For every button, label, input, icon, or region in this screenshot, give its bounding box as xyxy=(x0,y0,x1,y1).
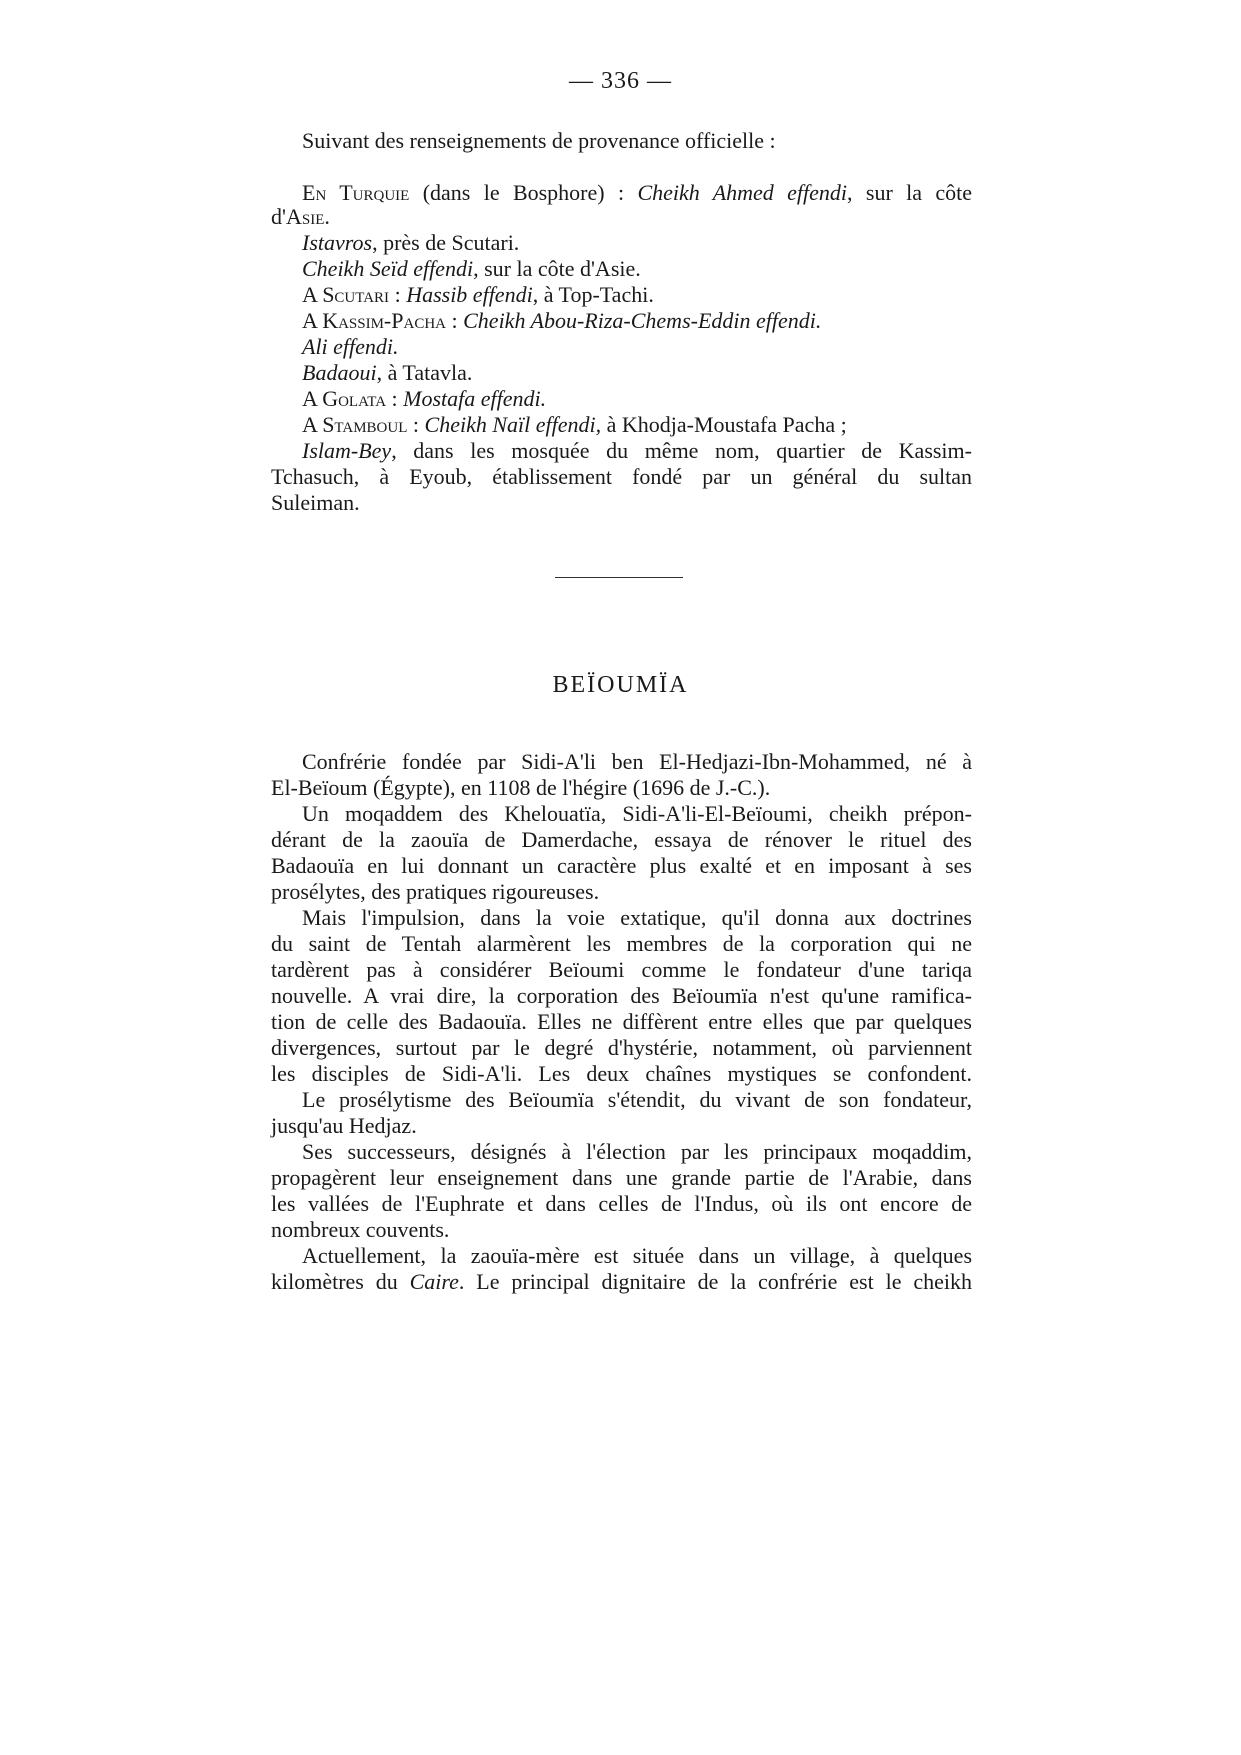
paragraph-line: kilomètres du Caire. Le principal dignitaire de la confrérie est le cheikh xyxy=(271,1269,972,1294)
list-line-continuation: Tchasuch, à Eyoub, établissement fondé par un général du sultan xyxy=(271,464,972,489)
paragraph-line: Actuellement, la zaouïa-mère est située dans un village, à quelques xyxy=(302,1243,972,1268)
cheikh-name: Mostafa effendi. xyxy=(403,386,547,411)
paragraph-line: Badaouïa en lui donnant un caractère plus exalté et en imposant à ses xyxy=(271,853,972,878)
paragraph-line: du saint de Tentah alarmèrent les membres de la corporation qui ne xyxy=(271,931,972,956)
list-line-istavros: Istavros, près de Scutari. xyxy=(302,230,520,255)
paragraph-line: tardèrent pas à considérer Beïoumi comme le fondateur d'une tariqa xyxy=(271,957,972,982)
list-line-kassim-pacha: A Kassim-Pacha : Cheikh Abou-Riza-Chems-Eddin effendi. xyxy=(302,308,822,333)
paragraph-line: jusqu'au Hedjaz. xyxy=(271,1113,417,1138)
place-name: Caire xyxy=(409,1269,459,1294)
paragraph-line: divergences, surtout par le degré d'hystérie, notamment, où parviennent xyxy=(271,1035,972,1060)
place-name: Stamboul xyxy=(322,412,408,437)
cheikh-name: Hassib effendi xyxy=(406,282,533,307)
list-line-badaoui: Badaoui, à Tatavla. xyxy=(302,360,473,385)
page-number: — 336 — xyxy=(569,68,672,94)
place-name: Golata xyxy=(322,386,387,411)
list-line-asie: d'Asie. xyxy=(271,204,330,229)
cheikh-name: Cheikh Naïl effendi, xyxy=(424,412,602,437)
paragraph-line: Ses successeurs, désignés à l'élection par les principaux moqaddim, xyxy=(302,1139,972,1164)
intro-line: Suivant des renseignements de provenance officielle : xyxy=(302,128,776,153)
paragraph-line: Un moqaddem des Khelouatïa, Sidi-A'li-El-Beïoumi, cheikh prépon- xyxy=(302,801,972,826)
cheikh-name: Ali effendi. xyxy=(302,334,399,359)
list-line-ali xyxy=(302,334,399,360)
paragraph-line: El-Beïoum (Égypte), en 1108 de l'hégire (1696 de J.-C.). xyxy=(271,775,771,800)
paragraph-line: prosélytes, des pratiques rigoureuses. xyxy=(271,879,600,904)
paragraph-line: les vallées de l'Euphrate et dans celles de l'Indus, où ils ont encore de xyxy=(271,1191,972,1216)
paragraph-line: Confrérie fondée par Sidi-A'li ben El-Hedjazi-Ibn-Mohammed, né à xyxy=(302,749,972,774)
paragraph-line: les disciples de Sidi-A'li. Les deux chaînes mystiques se confondent. xyxy=(271,1061,972,1086)
paragraph-line: Le prosélytisme des Beïoumïa s'étendit, du vivant de son fondateur, xyxy=(302,1087,972,1112)
cheikh-name: Cheikh Abou-Riza-Chems-Eddin effendi. xyxy=(463,308,822,333)
paragraph-line: tion de celle des Badaouïa. Elles ne diffèrent entre elles que par quelques xyxy=(271,1009,972,1034)
list-line-turquie: En Turquie (dans le Bosphore) : Cheikh Ahmed effendi, sur la côte xyxy=(302,180,973,205)
cheikh-name: Badaoui xyxy=(302,360,377,385)
place-name: Asie xyxy=(285,204,325,229)
paragraph-line: nouvelle. A vrai dire, la corporation des Beïoumïa n'est qu'une ramifica- xyxy=(271,983,972,1008)
list-line-stamboul: A Stamboul : Cheikh Naïl effendi, à Khodja-Moustafa Pacha ; xyxy=(302,412,847,437)
paragraph-line: propagèrent leur enseignement dans une grande partie de l'Arabie, dans xyxy=(271,1165,972,1190)
paragraph-line: Mais l'impulsion, dans la voie extatique, qu'il donna aux doctrines xyxy=(302,905,972,930)
paragraph-line: dérant de la zaouïa de Damerdache, essaya de rénover le rituel des xyxy=(271,827,972,852)
place-name: Istavros xyxy=(302,230,373,255)
place-name: En Turquie xyxy=(302,180,410,205)
place-name: Kassim-Pacha xyxy=(322,308,446,333)
cheikh-name: Cheikh Seïd effendi xyxy=(302,256,474,281)
list-line-islam-bey: Islam-Bey, dans les mosquée du même nom, quartier de Kassim- xyxy=(302,438,972,463)
list-line-seid: Cheikh Seïd effendi, sur la côte d'Asie. xyxy=(302,256,641,281)
section-heading: BEÏOUMÏA xyxy=(552,672,689,698)
cheikh-name: Cheikh Ahmed effendi xyxy=(637,180,848,205)
section-divider xyxy=(555,577,683,578)
place-name: Islam-Bey xyxy=(302,438,392,463)
place-name: Scutari xyxy=(322,282,390,307)
list-line-scutari: A Scutari : Hassib effendi, à Top-Tachi. xyxy=(302,282,654,307)
list-line-golata: A Golata : Mostafa effendi. xyxy=(302,386,547,411)
list-line-end: Suleiman. xyxy=(271,490,360,515)
paragraph-line: nombreux couvents. xyxy=(271,1217,450,1242)
